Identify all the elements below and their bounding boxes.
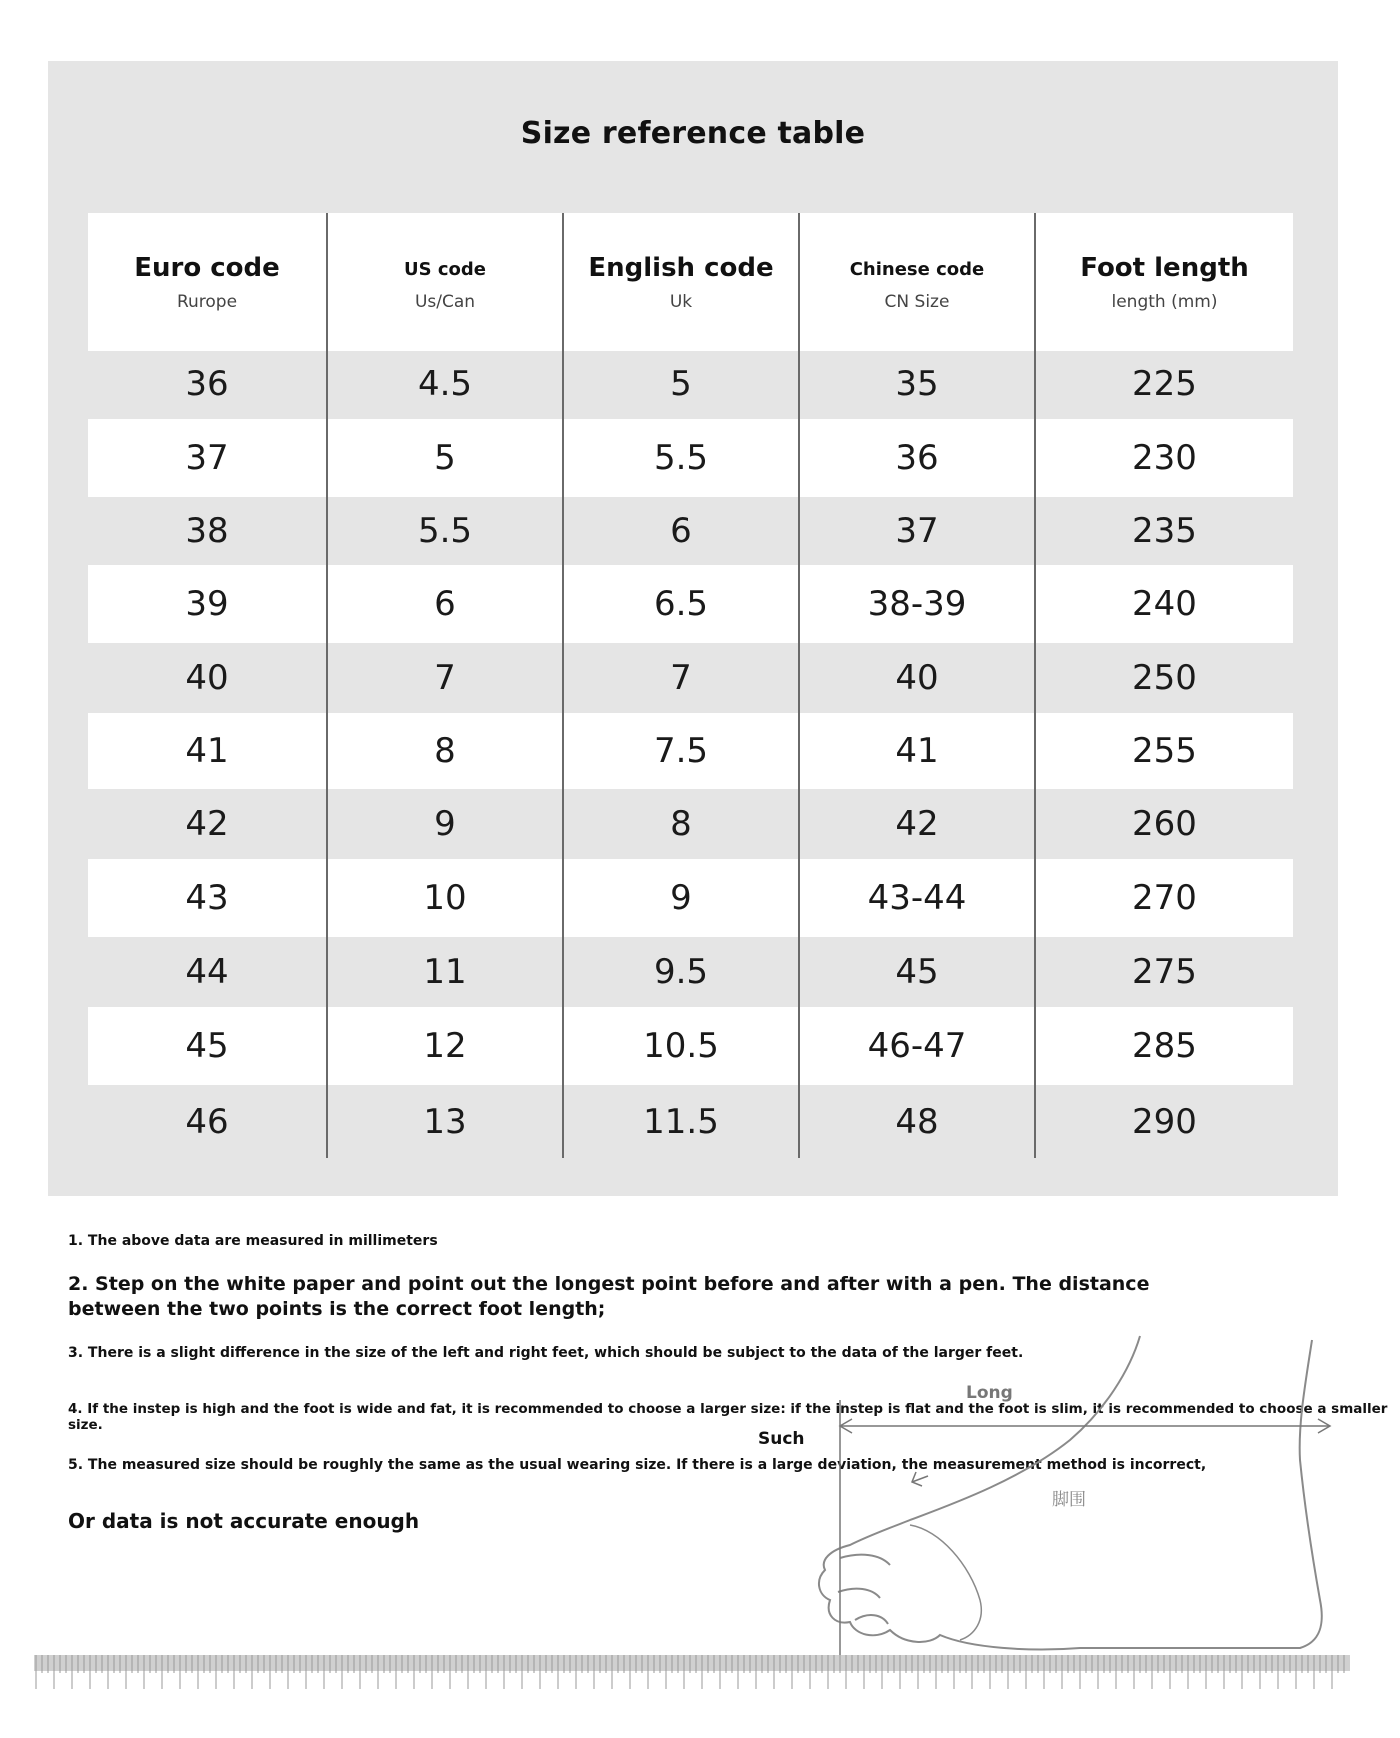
header-euro-code-label: Euro code	[134, 253, 280, 283]
cell-foot-length: 230	[1132, 438, 1197, 478]
cell-uk: 5.5	[653, 438, 709, 478]
header-chinese-code	[800, 213, 1034, 351]
ruler-graphic	[34, 1655, 1350, 1691]
cell-foot-length: 275	[1132, 952, 1197, 992]
cell-euro: 41	[185, 731, 229, 771]
cell-us: 12	[423, 1026, 467, 1066]
cell-cn: 36	[895, 438, 939, 478]
table-row	[88, 1007, 1293, 1085]
cell-us: 4.5	[417, 364, 473, 404]
cell-foot-length: 250	[1132, 658, 1197, 698]
long-label: Long	[966, 1383, 1013, 1403]
note-6: Or data is not accurate enough	[68, 1509, 420, 1533]
size-table-panel	[48, 61, 1338, 1196]
cell-euro: 37	[185, 438, 229, 478]
cell-foot-length: 235	[1132, 511, 1197, 551]
cell-foot-length: 290	[1132, 1101, 1197, 1142]
note-3: 3. There is a slight difference in the size of the left and right feet, which should be subject to the data of the larger feet.	[68, 1345, 1024, 1361]
cell-euro: 46	[185, 1101, 229, 1142]
table-row	[88, 1085, 1293, 1158]
cell-uk: 5	[670, 364, 692, 404]
header-euro-code	[88, 213, 326, 351]
cell-uk: 10.5	[643, 1026, 719, 1066]
cell-foot-length: 240	[1132, 584, 1197, 624]
cell-cn: 45	[895, 952, 939, 992]
note-4: 4. If the instep is high and the foot is wide and fat, it is recommended to choose a larger size: if the instep is flat and the foot is slim, it is recommended to choose a smaller size.	[68, 1401, 1388, 1433]
header-foot-length-sub: length (mm)	[1111, 292, 1218, 312]
cell-cn: 46-47	[867, 1026, 967, 1066]
cell-uk: 6	[670, 511, 692, 551]
column-divider	[562, 213, 564, 1158]
cell-us: 10	[423, 878, 467, 918]
cell-us: 11	[423, 952, 467, 992]
cell-us: 8	[434, 731, 456, 771]
table-row	[88, 859, 1293, 937]
header-english-code	[564, 213, 798, 351]
table-row	[88, 565, 1293, 643]
note-1: 1. The above data are measured in millimeters	[68, 1233, 438, 1249]
cell-cn: 37	[895, 511, 939, 551]
cell-foot-length: 270	[1132, 878, 1197, 918]
cell-us: 9	[434, 804, 456, 844]
cell-foot-length: 255	[1132, 731, 1197, 771]
cell-cn: 40	[895, 658, 939, 698]
cell-cn: 43-44	[867, 878, 967, 918]
cell-euro: 44	[185, 952, 229, 992]
cell-us: 5	[434, 438, 456, 478]
cell-uk: 11.5	[643, 1101, 719, 1142]
cell-foot-length: 285	[1132, 1026, 1197, 1066]
header-foot-length	[1036, 213, 1293, 351]
cell-cn: 35	[895, 364, 939, 404]
table-row	[88, 497, 1293, 565]
header-chinese-code-label: Chinese code	[849, 259, 985, 280]
table-row	[88, 419, 1293, 497]
header-english-code-label: English code	[588, 253, 774, 283]
table-row	[88, 789, 1293, 859]
cell-uk: 7	[670, 658, 692, 698]
cell-euro: 40	[185, 658, 229, 698]
header-us-code-label: US code	[404, 259, 486, 280]
cell-euro: 36	[185, 364, 229, 404]
cell-uk: 9	[670, 878, 692, 918]
note-5: 5. The measured size should be roughly the same as the usual wearing size. If there is a large deviation, the measurement method is incorrect,	[68, 1457, 1207, 1473]
table-row	[88, 937, 1293, 1007]
foot-circumference-label: 脚围	[1052, 1490, 1086, 1510]
table-row	[88, 713, 1293, 789]
cell-foot-length: 225	[1132, 364, 1197, 404]
header-euro-code-sub: Rurope	[176, 292, 238, 312]
table-row	[88, 643, 1293, 713]
header-us-code	[328, 213, 562, 351]
cell-euro: 39	[185, 584, 229, 624]
foot-measurement-diagram	[758, 1330, 1360, 1670]
cell-euro: 45	[185, 1026, 229, 1066]
header-english-code-sub: Uk	[669, 292, 693, 312]
such-label: Such	[758, 1429, 805, 1449]
cell-us: 7	[434, 658, 456, 698]
column-divider	[326, 213, 328, 1158]
cell-us: 5.5	[417, 511, 473, 551]
cell-euro: 43	[185, 878, 229, 918]
header-foot-length-label: Foot length	[1080, 253, 1249, 283]
cell-uk: 8	[670, 804, 692, 844]
header-chinese-code-sub: CN Size	[884, 292, 950, 312]
column-divider	[798, 213, 800, 1158]
cell-us: 13	[423, 1101, 467, 1142]
cell-cn: 42	[895, 804, 939, 844]
cell-uk: 9.5	[653, 952, 709, 992]
cell-uk: 7.5	[653, 731, 709, 771]
cell-cn: 41	[895, 731, 939, 771]
cell-uk: 6.5	[653, 584, 709, 624]
size-table	[88, 213, 1293, 1158]
cell-foot-length: 260	[1132, 804, 1197, 844]
cell-euro: 38	[185, 511, 229, 551]
cell-cn: 38-39	[867, 584, 967, 624]
cell-euro: 42	[185, 804, 229, 844]
header-us-code-sub: Us/Can	[414, 292, 476, 312]
cell-cn: 48	[895, 1101, 939, 1142]
table-header-row	[88, 213, 1293, 351]
table-row	[88, 351, 1293, 417]
note-2: 2. Step on the white paper and point out the longest point before and after with a pen. The distance between the two points is the correct foot length;	[68, 1273, 1150, 1320]
cell-us: 6	[434, 584, 456, 624]
table-title: Size reference table	[520, 116, 866, 151]
column-divider	[1034, 213, 1036, 1158]
